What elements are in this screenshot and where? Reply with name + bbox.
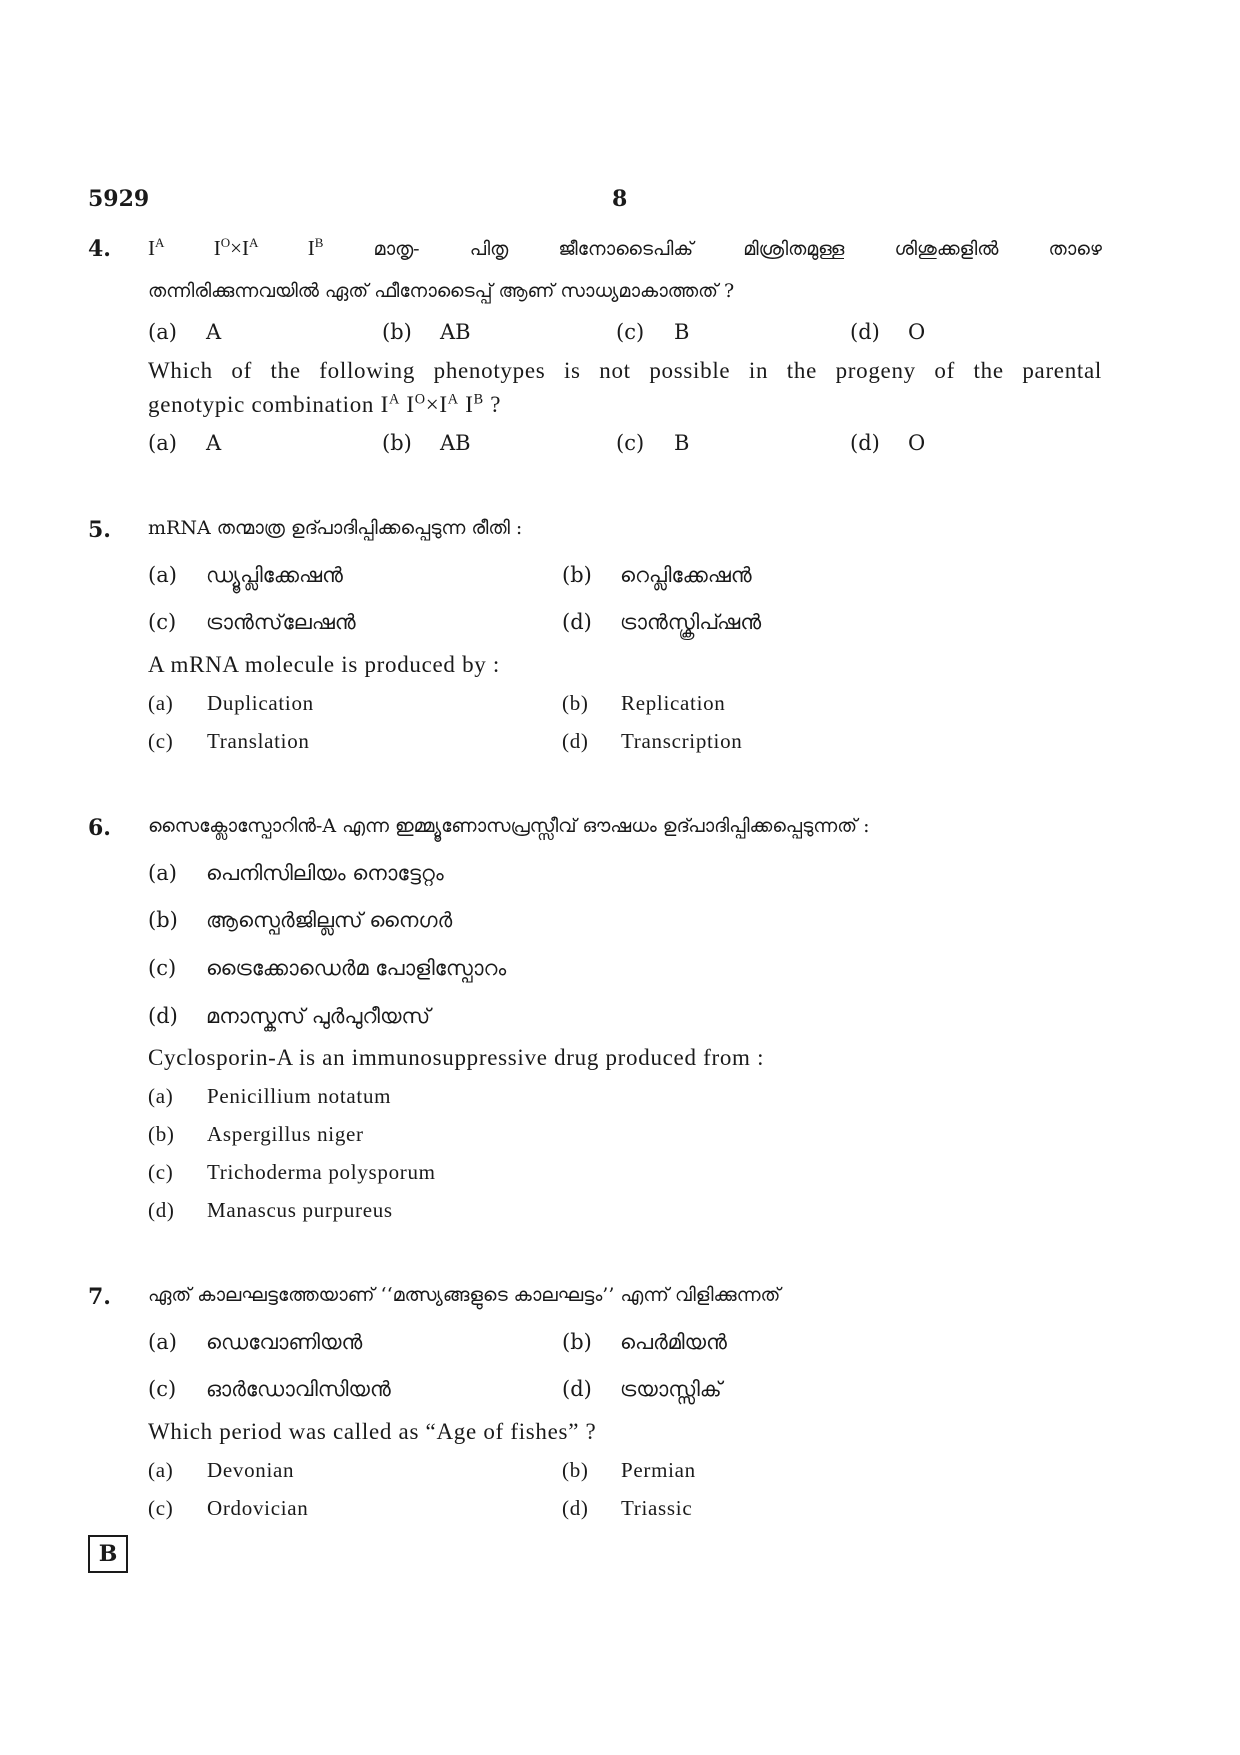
q7-en-question: Which period was called as “Age of fishes” ? bbox=[148, 1419, 597, 1444]
q7-en-option-a: (a) Devonian bbox=[148, 1458, 295, 1482]
question-number-6: 6. bbox=[88, 815, 111, 841]
q4-ml-option-c: (c) B bbox=[616, 320, 690, 344]
q5-ml-option-c: (c) ട്രാൻസ്‌ലേഷൻ bbox=[148, 610, 356, 634]
q5-en-option-a: (a) Duplication bbox=[148, 691, 314, 715]
q6-ml-option-d: (d) മനാസ്കസ് പുർപുറീയസ് bbox=[148, 1004, 431, 1028]
q4-en-line1: Which of the following phenotypes is not possible in the progeny of the parental bbox=[148, 358, 1102, 383]
q7-ml-option-b: (b) പെർമിയൻ bbox=[562, 1330, 727, 1354]
page-number: 8 bbox=[612, 186, 628, 212]
q6-ml-option-c: (c) ട്രൈക്കോഡെർമ പോളിസ്പോറം bbox=[148, 956, 507, 980]
q5-ml-question: mRNA തന്മാത്ര ഉദ്പാദിപ്പിക്കപ്പെടുന്ന രീതി : bbox=[148, 517, 523, 539]
q5-en-option-d: (d) Transcription bbox=[562, 729, 743, 753]
q6-ml-option-a: (a) പെനിസിലിയം നൊട്ടേറ്റം bbox=[148, 861, 444, 885]
q4-en-option-b: (b) AB bbox=[382, 431, 471, 455]
q5-ml-option-a: (a) ഡ്യൂപ്ലിക്കേഷൻ bbox=[148, 563, 343, 587]
q7-ml-option-c: (c) ഓർഡോവിസിയൻ bbox=[148, 1377, 391, 1401]
q6-ml-question: സൈക്ലോസ്പോറിൻ-A എന്ന ഇമ്മ്യൂണോസപ്രസ്സീവ് ഔഷധം ഉദ്പാദിപ്പിക്കപ്പെടുന്നത് : bbox=[148, 815, 870, 837]
q4-ml-line1: $I^A$ $I^O\times I^A$ $I^B$ മാതൃ- പിതൃ ജീനോടൈപിക് മിശ്രിതമുള്ള ശിശുക്കളിൽ താഴെ bbox=[148, 235, 1102, 260]
q4-en-option-a: (a) A bbox=[148, 431, 222, 455]
q5-ml-option-b: (b) റെപ്ലിക്കേഷൻ bbox=[562, 563, 752, 587]
q4-ml-line2: തന്നിരിക്കുന്നവയിൽ ഏത് ഫീനോടൈപ്പ് ആണ് സാധ്യമാകാത്തത് ? bbox=[148, 280, 735, 302]
q4-ml-formula: $I^A$ $I^O\times I^A$ $I^B$ bbox=[148, 235, 324, 260]
q5-ml-option-d: (d) ട്രാൻസ്ക്രിപ്ഷൻ bbox=[562, 610, 762, 634]
q5-en-option-c: (c) Translation bbox=[148, 729, 310, 753]
q6-en-question: Cyclosporin-A is an immunosuppressive drug produced from : bbox=[148, 1045, 765, 1070]
q6-en-option-d: (d) Manascus purpureus bbox=[148, 1198, 393, 1222]
q5-en-question: A mRNA molecule is produced by : bbox=[148, 652, 501, 677]
booklet-code-box: B bbox=[88, 1535, 128, 1573]
q4-ml-option-d: (d) O bbox=[850, 320, 926, 344]
paper-code: 5929 bbox=[88, 186, 150, 212]
q4-ml-option-a: (a) A bbox=[148, 320, 222, 344]
question-number-7: 7. bbox=[88, 1284, 111, 1310]
q7-ml-option-a: (a) ഡെവോണിയൻ bbox=[148, 1330, 363, 1354]
q6-ml-option-b: (b) ആസ്പെർജില്ലസ് നൈഗർ bbox=[148, 908, 453, 932]
q6-en-option-b: (b) Aspergillus niger bbox=[148, 1122, 364, 1146]
q7-en-option-b: (b) Permian bbox=[562, 1458, 696, 1482]
q4-en-option-c: (c) B bbox=[616, 431, 690, 455]
question-number-5: 5. bbox=[88, 517, 111, 543]
q7-ml-option-d: (d) ട്രയാസ്സിക് bbox=[562, 1377, 722, 1401]
q7-ml-question: ഏത് കാലഘട്ടത്തേയാണ് ‘‘മത്സ്യങ്ങളുടെ കാലഘട്ടം’’ എന്ന് വിളിക്കുന്നത് bbox=[148, 1284, 781, 1306]
q7-en-option-c: (c) Ordovician bbox=[148, 1496, 309, 1520]
q4-ml-option-b: (b) AB bbox=[382, 320, 471, 344]
q4-en-option-d: (d) O bbox=[850, 431, 926, 455]
q5-en-option-b: (b) Replication bbox=[562, 691, 726, 715]
q7-en-option-d: (d) Triassic bbox=[562, 1496, 693, 1520]
q6-en-option-a: (a) Penicillium notatum bbox=[148, 1084, 392, 1108]
q6-en-option-c: (c) Trichoderma polysporum bbox=[148, 1160, 436, 1184]
question-number-4: 4. bbox=[88, 236, 111, 262]
q4-en-line2: genotypic combination $I^A$ $I^O\times I^A$ $I^B$ ? bbox=[148, 391, 502, 417]
